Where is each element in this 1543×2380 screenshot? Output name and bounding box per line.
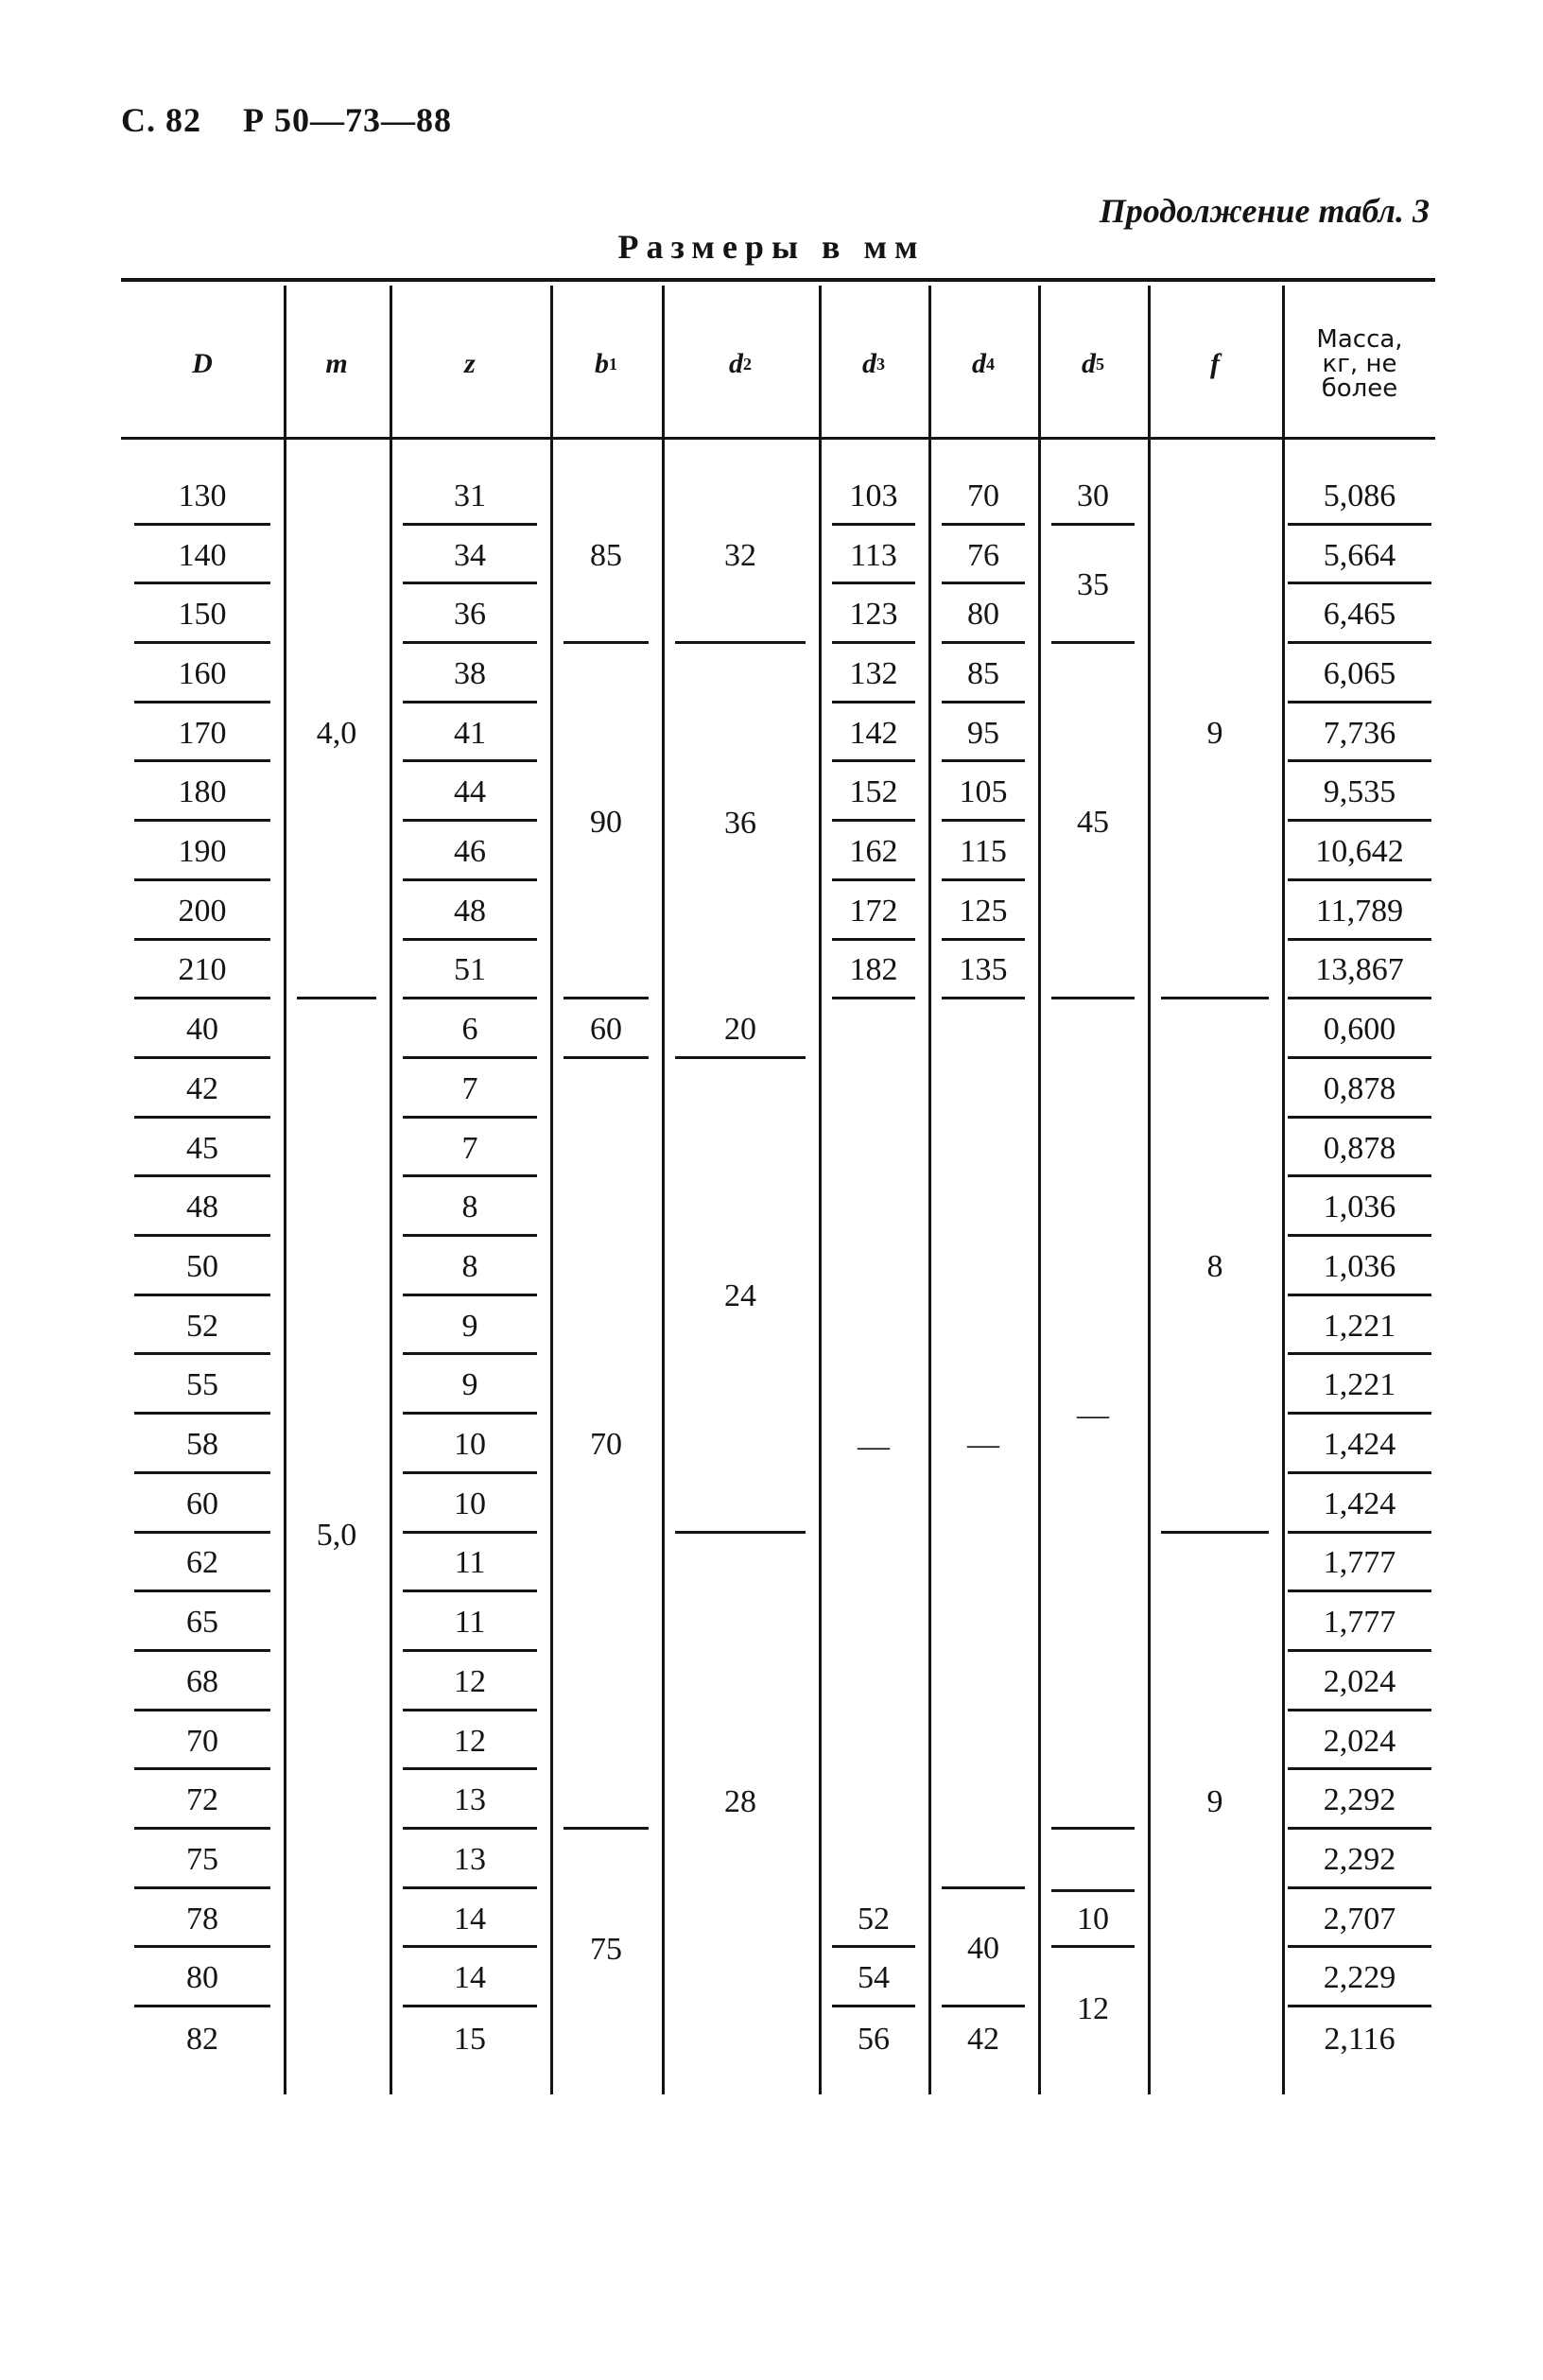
table-cell-mass: 2,116 (1324, 2021, 1396, 2057)
table-cell-z: 14 (403, 1953, 537, 2008)
table-cell-z: 9 (403, 1360, 537, 1416)
table-cell-mass: 1,221 (1288, 1360, 1431, 1416)
table-cell-mass: 1,777 (1288, 1537, 1431, 1593)
merged-cell-b1: 70 (563, 1063, 649, 1830)
table-cell-D: 82 (186, 2021, 218, 2057)
table-cell-D: 48 (134, 1181, 270, 1237)
table-cell-z: 7 (403, 1122, 537, 1178)
table-cell-D: 190 (134, 825, 270, 881)
merged-cell-d4: — (942, 1003, 1025, 1889)
table-cell-d4: 80 (942, 588, 1025, 644)
table-cell-D: 170 (134, 707, 270, 763)
column-separator (1148, 286, 1151, 2094)
table-cell-d4: 85 (942, 648, 1025, 704)
merged-cell-m: 4,0 (297, 470, 376, 999)
column-header-letter: d (729, 348, 743, 379)
table-cell-mass: 9,535 (1288, 767, 1431, 823)
table-cell-mass: 1,036 (1288, 1241, 1431, 1296)
merged-cell-d4: 40 (942, 1893, 1025, 2007)
table-cell-z: 6 (403, 1003, 537, 1059)
column-header-mass-line: кг, не (1322, 350, 1397, 378)
table-cell-z: 48 (403, 885, 537, 941)
table-cell-D: 60 (134, 1478, 270, 1534)
column-header-letter: f (1210, 348, 1220, 379)
table-cell-z: 14 (403, 1893, 537, 1949)
page-header (121, 100, 494, 140)
table-cell-D: 70 (134, 1715, 270, 1771)
merged-cell-d2: 28 (724, 1783, 756, 1819)
table-cell-D: 45 (134, 1122, 270, 1178)
table-cell-z: 12 (403, 1656, 537, 1711)
table-cell-D: 72 (134, 1774, 270, 1830)
table-cell-mass: 11,789 (1288, 885, 1431, 941)
table-cell-mass: 1,036 (1288, 1181, 1431, 1237)
table-cell-D: 210 (134, 945, 270, 1000)
table-cell-mass: 6,065 (1288, 648, 1431, 704)
merged-cell-d2: 36 (724, 806, 756, 842)
column-separator (390, 286, 392, 2094)
table-cell-D: 180 (134, 767, 270, 823)
merged-cell-d5: 12 (1077, 1991, 1109, 2027)
table-cell-D: 55 (134, 1360, 270, 1416)
table-cell-D: 42 (134, 1063, 270, 1119)
table-cell-d4: 42 (967, 2021, 999, 2057)
page-number: С. 82 (121, 101, 201, 139)
table-cell-d4: 115 (942, 825, 1025, 881)
merged-cell-d3: — (858, 1428, 890, 1464)
table-cell-D: 75 (134, 1833, 270, 1889)
table-cell-mass: 2,024 (1288, 1715, 1431, 1771)
table-cell-d3: 123 (832, 588, 915, 644)
table-cell-mass: 0,878 (1288, 1122, 1431, 1178)
table-cell-d3: 162 (832, 825, 915, 881)
merged-cell-d5: 35 (1051, 530, 1135, 644)
merged-cell-f: 9 (1161, 470, 1269, 999)
table-cell-D: 130 (134, 470, 270, 526)
merged-cell-b1: 90 (563, 648, 649, 999)
table-cell-d3: 56 (858, 2021, 890, 2057)
table-cell-d3: 52 (832, 1893, 915, 1949)
merged-cell-f: 9 (1206, 1783, 1223, 1819)
table-cell-z: 13 (403, 1833, 537, 1889)
merged-cell-b1: 85 (563, 470, 649, 644)
table-cell-z: 46 (403, 825, 537, 881)
table-cell-z: 8 (403, 1181, 537, 1237)
column-header-d5 (1038, 284, 1148, 444)
table-cell-D: 40 (134, 1003, 270, 1059)
table-continuation-note: Продолжение табл. 3 (1099, 192, 1430, 230)
table-cell-mass: 0,878 (1288, 1063, 1431, 1119)
column-separator (1038, 286, 1041, 2094)
table-cell-z: 51 (403, 945, 537, 1000)
table-cell-mass: 6,465 (1288, 588, 1431, 644)
column-separator (284, 286, 286, 2094)
table-cell-mass: 1,424 (1288, 1478, 1431, 1534)
column-header-letter: d (972, 348, 986, 379)
table-cell-mass: 2,024 (1288, 1656, 1431, 1711)
table-cell-d5: 10 (1051, 1893, 1135, 1949)
table-cell-d4: 125 (942, 885, 1025, 941)
merged-cell-f: 8 (1161, 1003, 1269, 1533)
table-cell-z: 12 (403, 1715, 537, 1771)
column-header-d4 (928, 284, 1038, 444)
merged-cell-d2: 24 (675, 1063, 806, 1534)
table-cell-mass: 10,642 (1288, 825, 1431, 881)
column-header-letter: z (464, 348, 476, 379)
merged-cell-d5: 45 (1051, 648, 1135, 999)
table-cell-z: 10 (403, 1418, 537, 1474)
column-header-subscript: 2 (743, 354, 752, 374)
table-cell-z: 10 (403, 1478, 537, 1534)
table-cell-mass: 2,292 (1288, 1833, 1431, 1889)
table-top-rule (121, 278, 1435, 282)
column-header-b1 (550, 284, 662, 444)
table-cell-d3: 113 (832, 530, 915, 585)
column-header-letter: d (862, 348, 876, 379)
table-cell-D: 58 (134, 1418, 270, 1474)
table-cell-mass: 5,086 (1288, 470, 1431, 526)
table-cell-z: 9 (403, 1300, 537, 1356)
table-cell-z: 13 (403, 1774, 537, 1830)
column-header-f (1148, 284, 1282, 444)
table-cell-d4: 95 (942, 707, 1025, 763)
table-cell-z: 15 (454, 2021, 486, 2057)
column-header-subscript: 5 (1096, 354, 1104, 374)
column-header-letter: d (1082, 348, 1096, 379)
table-cell-d3: 132 (832, 648, 915, 704)
column-separator (819, 286, 822, 2094)
cell-rule (1051, 1889, 1135, 1892)
table-cell-d4: 76 (942, 530, 1025, 585)
table-cell-mass: 1,221 (1288, 1300, 1431, 1356)
merged-cell-d2: 32 (675, 470, 806, 644)
table-cell-z: 31 (403, 470, 537, 526)
table-cell-z: 44 (403, 767, 537, 823)
table-cell-mass: 2,292 (1288, 1774, 1431, 1830)
merged-cell-m: 5,0 (316, 1517, 357, 1553)
units-caption: Размеры в мм (617, 228, 926, 266)
table-cell-z: 34 (403, 530, 537, 585)
table-cell-z: 8 (403, 1241, 537, 1296)
table-cell-mass: 2,229 (1288, 1953, 1431, 2008)
table-cell-d3: 182 (832, 945, 915, 1000)
column-header-letter: m (325, 348, 348, 379)
column-separator (928, 286, 931, 2094)
column-header-d3 (819, 284, 928, 444)
table-cell-D: 65 (134, 1596, 270, 1652)
table-cell-z: 11 (403, 1537, 537, 1593)
column-separator (662, 286, 665, 2094)
column-header-mass-line: Масса, (1316, 325, 1403, 354)
table-cell-z: 38 (403, 648, 537, 704)
column-header-d2 (662, 284, 819, 444)
table-cell-d3: 152 (832, 767, 915, 823)
table-cell-d3: 142 (832, 707, 915, 763)
table-cell-d2: 20 (675, 1003, 806, 1059)
table-cell-D: 78 (134, 1893, 270, 1949)
column-header-subscript: 3 (876, 354, 885, 374)
table-cell-d4: 135 (942, 945, 1025, 1000)
table-cell-D: 62 (134, 1537, 270, 1593)
table-cell-z: 36 (403, 588, 537, 644)
table-cell-D: 160 (134, 648, 270, 704)
column-header-subscript: 4 (986, 354, 995, 374)
table-cell-z: 41 (403, 707, 537, 763)
column-header-letter: D (192, 348, 213, 379)
table-cell-b1: 60 (563, 1003, 649, 1059)
table-cell-mass: 13,867 (1288, 945, 1431, 1000)
table-cell-D: 150 (134, 588, 270, 644)
table-cell-d4: 70 (942, 470, 1025, 526)
column-header-mass-line: более (1321, 374, 1398, 403)
column-separator (1282, 286, 1285, 2094)
table-cell-D: 80 (134, 1953, 270, 2008)
column-header-letter: b (595, 348, 609, 379)
table-cell-d3: 54 (832, 1953, 915, 2008)
merged-cell-d5: — (1051, 1003, 1135, 1830)
table-cell-mass: 0,600 (1288, 1003, 1431, 1059)
table-cell-d5: 30 (1051, 470, 1135, 526)
table-cell-d4: 105 (942, 767, 1025, 823)
table-cell-z: 11 (403, 1596, 537, 1652)
table-cell-D: 50 (134, 1241, 270, 1296)
column-header-D (121, 284, 284, 444)
column-header-z (390, 284, 550, 444)
column-header-m (284, 284, 390, 444)
standard-code: Р 50—73—88 (243, 101, 452, 139)
table-cell-d3: 103 (832, 470, 915, 526)
table-cell-D: 140 (134, 530, 270, 585)
table-cell-D: 52 (134, 1300, 270, 1356)
table-cell-D: 200 (134, 885, 270, 941)
table-cell-mass: 1,424 (1288, 1418, 1431, 1474)
column-separator (550, 286, 553, 2094)
merged-cell-b1: 75 (590, 1932, 622, 1968)
table-cell-mass: 5,664 (1288, 530, 1431, 585)
table-cell-z: 7 (403, 1063, 537, 1119)
table-cell-mass: 7,736 (1288, 707, 1431, 763)
table-cell-d3: 172 (832, 885, 915, 941)
table-cell-mass: 2,707 (1288, 1893, 1431, 1949)
column-header-subscript: 1 (609, 354, 617, 374)
column-header-mass (1282, 284, 1437, 444)
table-cell-mass: 1,777 (1288, 1596, 1431, 1652)
table-cell-D: 68 (134, 1656, 270, 1711)
